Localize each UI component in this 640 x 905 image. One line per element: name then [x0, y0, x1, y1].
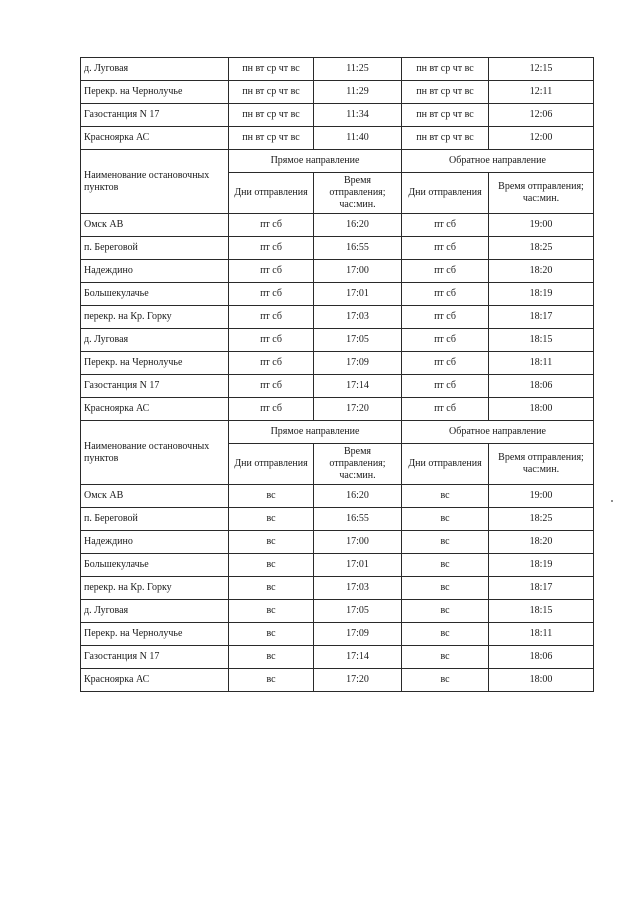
header-reverse-days: Дни отправления	[402, 173, 489, 214]
header-row-directions	[81, 150, 594, 173]
stop-name: Надеждино	[81, 260, 229, 283]
header-forward: Прямое направление	[229, 150, 402, 173]
header-stops: Наименование остановочных пунктов	[81, 150, 229, 214]
schedule-page	[80, 57, 593, 692]
stop-name: Большекулачье	[81, 283, 229, 306]
forward-days: пт сб	[229, 375, 314, 398]
forward-time: 17:03	[314, 577, 402, 600]
forward-days: вс	[229, 554, 314, 577]
reverse-time: 18:17	[489, 577, 594, 600]
table-row	[81, 669, 594, 692]
reverse-days: вс	[402, 669, 489, 692]
forward-time: 17:14	[314, 646, 402, 669]
forward-days: пн вт ср чт вс	[229, 81, 314, 104]
header-forward-time: Время отправления; час:мин.	[314, 173, 402, 214]
table-row	[81, 577, 594, 600]
forward-days: пн вт ср чт вс	[229, 58, 314, 81]
stop-name: Перекр. на Чернолучье	[81, 623, 229, 646]
table-row	[81, 283, 594, 306]
reverse-days: пт сб	[402, 329, 489, 352]
header-stops: Наименование остановочных пунктов	[81, 421, 229, 485]
reverse-days: пт сб	[402, 352, 489, 375]
forward-days: пт сб	[229, 352, 314, 375]
forward-days: вс	[229, 531, 314, 554]
forward-days: вс	[229, 669, 314, 692]
reverse-days: вс	[402, 531, 489, 554]
forward-days: пт сб	[229, 398, 314, 421]
forward-time: 17:05	[314, 600, 402, 623]
forward-time: 17:00	[314, 531, 402, 554]
table-row	[81, 104, 594, 127]
forward-time: 16:20	[314, 214, 402, 237]
table-row	[81, 600, 594, 623]
reverse-time: 18:20	[489, 260, 594, 283]
table-row	[81, 508, 594, 531]
schedule-table-body	[81, 58, 594, 692]
reverse-days: вс	[402, 600, 489, 623]
forward-days: пт сб	[229, 214, 314, 237]
reverse-days: пн вт ср чт вс	[402, 58, 489, 81]
table-row	[81, 646, 594, 669]
forward-time: 16:55	[314, 237, 402, 260]
header-reverse-time: Время отправления; час:мин.	[489, 173, 594, 214]
reverse-days: пт сб	[402, 375, 489, 398]
reverse-days: пт сб	[402, 237, 489, 260]
stop-name: Газостанция N 17	[81, 646, 229, 669]
header-row-directions	[81, 421, 594, 444]
forward-time: 16:55	[314, 508, 402, 531]
forward-days: вс	[229, 577, 314, 600]
reverse-time: 12:06	[489, 104, 594, 127]
forward-days: вс	[229, 623, 314, 646]
forward-time: 17:20	[314, 398, 402, 421]
table-row	[81, 531, 594, 554]
stop-name: Красноярка АС	[81, 127, 229, 150]
forward-days: пт сб	[229, 306, 314, 329]
reverse-days: вс	[402, 508, 489, 531]
reverse-time: 18:17	[489, 306, 594, 329]
forward-days: вс	[229, 646, 314, 669]
forward-time: 11:40	[314, 127, 402, 150]
forward-time: 11:34	[314, 104, 402, 127]
forward-days: вс	[229, 600, 314, 623]
reverse-time: 18:15	[489, 329, 594, 352]
header-forward-days: Дни отправления	[229, 173, 314, 214]
forward-days: пн вт ср чт вс	[229, 127, 314, 150]
forward-days: пт сб	[229, 283, 314, 306]
reverse-days: вс	[402, 485, 489, 508]
reverse-time: 18:25	[489, 237, 594, 260]
table-row	[81, 623, 594, 646]
table-row	[81, 485, 594, 508]
schedule-table	[80, 57, 594, 692]
stop-name: Омск АВ	[81, 485, 229, 508]
table-row	[81, 127, 594, 150]
reverse-days: пн вт ср чт вс	[402, 127, 489, 150]
forward-time: 17:09	[314, 623, 402, 646]
table-row	[81, 375, 594, 398]
forward-days: пн вт ср чт вс	[229, 104, 314, 127]
table-row	[81, 214, 594, 237]
header-reverse-days: Дни отправления	[402, 444, 489, 485]
header-forward-time: Время отправления; час:мин.	[314, 444, 402, 485]
reverse-time: 18:19	[489, 283, 594, 306]
forward-time: 17:00	[314, 260, 402, 283]
reverse-days: вс	[402, 623, 489, 646]
reverse-time: 18:15	[489, 600, 594, 623]
reverse-time: 18:06	[489, 646, 594, 669]
reverse-days: пт сб	[402, 214, 489, 237]
reverse-days: пн вт ср чт вс	[402, 104, 489, 127]
reverse-days: пт сб	[402, 398, 489, 421]
forward-days: пт сб	[229, 260, 314, 283]
reverse-days: вс	[402, 577, 489, 600]
reverse-days: вс	[402, 646, 489, 669]
reverse-time: 12:00	[489, 127, 594, 150]
forward-time: 17:20	[314, 669, 402, 692]
stop-name: д. Луговая	[81, 329, 229, 352]
header-forward: Прямое направление	[229, 421, 402, 444]
header-reverse-time: Время отправления; час:мин.	[489, 444, 594, 485]
reverse-time: 19:00	[489, 485, 594, 508]
forward-days: вс	[229, 485, 314, 508]
forward-time: 17:03	[314, 306, 402, 329]
stop-name: Перекр. на Чернолучье	[81, 81, 229, 104]
reverse-time: 18:20	[489, 531, 594, 554]
stop-name: Омск АВ	[81, 214, 229, 237]
stop-name: перекр. на Кр. Горку	[81, 306, 229, 329]
forward-days: пт сб	[229, 329, 314, 352]
stop-name: Красноярка АС	[81, 669, 229, 692]
forward-days: вс	[229, 508, 314, 531]
stop-name: д. Луговая	[81, 600, 229, 623]
reverse-time: 18:00	[489, 669, 594, 692]
reverse-time: 18:00	[489, 398, 594, 421]
reverse-time: 18:25	[489, 508, 594, 531]
reverse-days: пт сб	[402, 283, 489, 306]
forward-time: 11:25	[314, 58, 402, 81]
stop-name: Большекулачье	[81, 554, 229, 577]
table-row	[81, 554, 594, 577]
table-row	[81, 81, 594, 104]
reverse-time: 12:15	[489, 58, 594, 81]
table-row	[81, 352, 594, 375]
table-row	[81, 398, 594, 421]
stop-name: перекр. на Кр. Горку	[81, 577, 229, 600]
forward-time: 17:01	[314, 283, 402, 306]
reverse-days: пт сб	[402, 306, 489, 329]
stop-name: Перекр. на Чернолучье	[81, 352, 229, 375]
reverse-days: пт сб	[402, 260, 489, 283]
forward-time: 17:14	[314, 375, 402, 398]
forward-time: 17:01	[314, 554, 402, 577]
forward-days: пт сб	[229, 237, 314, 260]
scan-speck	[611, 500, 613, 502]
reverse-time: 18:11	[489, 352, 594, 375]
reverse-days: пн вт ср чт вс	[402, 81, 489, 104]
reverse-time: 18:06	[489, 375, 594, 398]
header-forward-days: Дни отправления	[229, 444, 314, 485]
stop-name: д. Луговая	[81, 58, 229, 81]
header-reverse: Обратное направление	[402, 421, 594, 444]
stop-name: п. Береговой	[81, 508, 229, 531]
table-row	[81, 260, 594, 283]
stop-name: Газостанция N 17	[81, 104, 229, 127]
header-reverse: Обратное направление	[402, 150, 594, 173]
forward-time: 17:09	[314, 352, 402, 375]
forward-time: 11:29	[314, 81, 402, 104]
table-row	[81, 237, 594, 260]
stop-name: п. Береговой	[81, 237, 229, 260]
stop-name: Газостанция N 17	[81, 375, 229, 398]
forward-time: 17:05	[314, 329, 402, 352]
stop-name: Красноярка АС	[81, 398, 229, 421]
table-row	[81, 306, 594, 329]
reverse-time: 19:00	[489, 214, 594, 237]
forward-time: 16:20	[314, 485, 402, 508]
table-row	[81, 58, 594, 81]
stop-name: Надеждино	[81, 531, 229, 554]
reverse-time: 12:11	[489, 81, 594, 104]
table-row	[81, 329, 594, 352]
reverse-time: 18:11	[489, 623, 594, 646]
reverse-time: 18:19	[489, 554, 594, 577]
reverse-days: вс	[402, 554, 489, 577]
